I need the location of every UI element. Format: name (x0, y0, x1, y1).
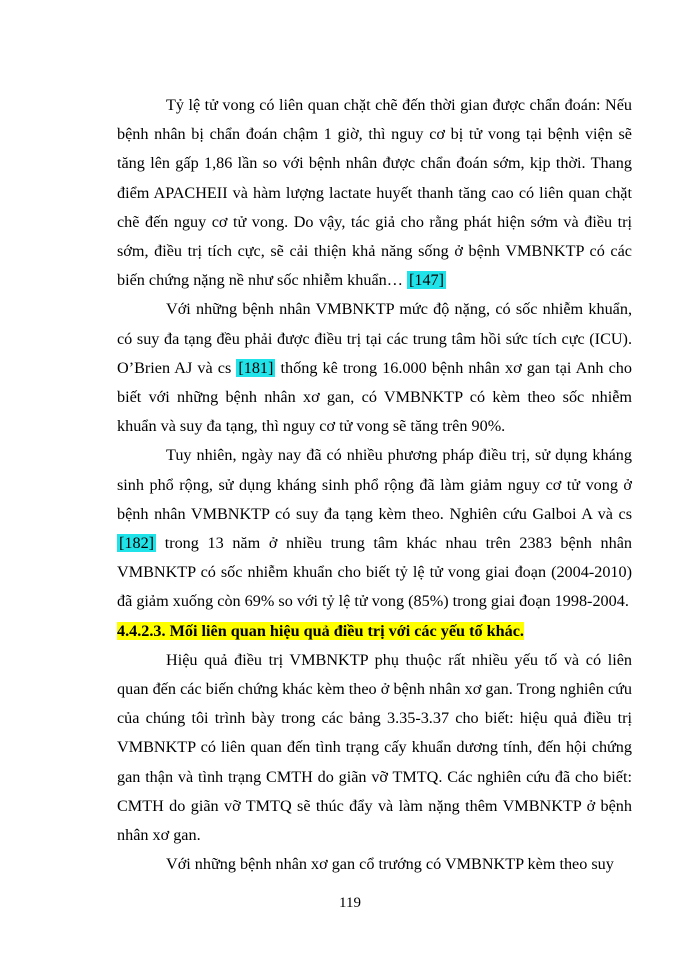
paragraph-antibiotics (117, 441, 632, 616)
paragraph-treatment-factors: Hiệu quả điều trị VMBNKTP phụ thuộc rất nhiều yếu tố và có liên quan đến các biến chứng khác kèm theo ở bệnh nhân xơ gan. Trong nghiên cứu của chúng tôi trình bày trong các bảng 3.35-3.37 cho biết: hiệu quả điều trị VMBNKTP có liên quan đến tình trạng cấy khuẩn dương tính, đến hội chứng gan thận và tình trạng CMTH do giãn vỡ TMTQ. Các nghiên cứu đã cho biết: CMTH do giãn vỡ TMTQ sẽ thúc đẩy và làm nặng thêm VMBNKTP ở bệnh nhân xơ gan. (117, 650, 632, 845)
paragraph-text: trong 13 năm ở nhiều trung tâm khác nhau trên 2383 bệnh nhân VMBNKTP có sốc nhiễm khuẩn cho biết tỷ lệ tử vong giai đoạn (2004-2010) đã giảm xuống còn 69% so với tỷ lệ tử vong (85%) trong giai đoạn 1998-2004. (117, 534, 632, 611)
page-number: 119 (339, 895, 361, 911)
paragraph-text: Tỷ lệ tử vong có liên quan chặt chẽ đến thời gian được chẩn đoán: Nếu bệnh nhân bị chẩn đoán chậm 1 giờ, thì nguy cơ bị tử vong tại bệnh viện sẽ tăng lên gấp 1,86 lần so với bệnh nhân được chẩn đoán sớm, kịp thời. Thang điểm APACHEII và hàm lượng lactate huyết thanh tăng cao có liên quan chặt chẽ đến nguy cơ tử vong. Do vậy, tác giả cho rằng phát hiện sớm và điều trị sớm, điều trị tích cực, sẽ cải thiện khả năng sống ở bệnh VMBNKTP có các biến chứng nặng nề như sốc nhiễm khuẩn… (117, 96, 632, 290)
paragraph-ascites-patients: Với những bệnh nhân xơ gan cổ trướng có VMBNKTP kèm theo suy (166, 855, 614, 874)
citation-181[interactable]: [181] (238, 358, 274, 377)
paragraph-text: Với những bệnh nhân VMBNKTP mức độ nặng, có sốc nhiễm khuẩn, có suy đa tạng đều phải được điều trị tại các trung tâm hồi sức tích cực (ICU). O’Brien AJ và cs (117, 300, 632, 377)
document-body (117, 91, 632, 879)
citation-147[interactable]: [147] (408, 271, 445, 290)
citation-182[interactable]: [182] (119, 534, 155, 553)
paragraph-text: Tuy nhiên, ngày nay đã có nhiều phương pháp điều trị, sử dụng kháng sinh phổ rộng, sử dụng kháng sinh phổ rộng đã làm giảm nguy cơ tử vong ở bệnh nhân VMBNKTP có suy đa tạng kèm theo. Nghiên cứu Galboi A và cs (117, 446, 632, 523)
paragraph-mortality-diagnosis-time (117, 91, 632, 295)
section-heading-text: 4.4.2.3. Mối liên quan hiệu quả điều trị với các yếu tố khác. (117, 621, 524, 640)
section-heading (117, 617, 632, 646)
paragraph-text: thống kê trong 16.000 bệnh nhân xơ gan tại Anh cho biết với những bệnh nhân xơ gan, có VMBNKTP có kèm theo sốc nhiễm khuẩn và suy đa tạng, thì nguy cơ tử vong sẽ tăng trên 90%. (117, 358, 632, 436)
paragraph-icu-treatment (117, 295, 632, 441)
